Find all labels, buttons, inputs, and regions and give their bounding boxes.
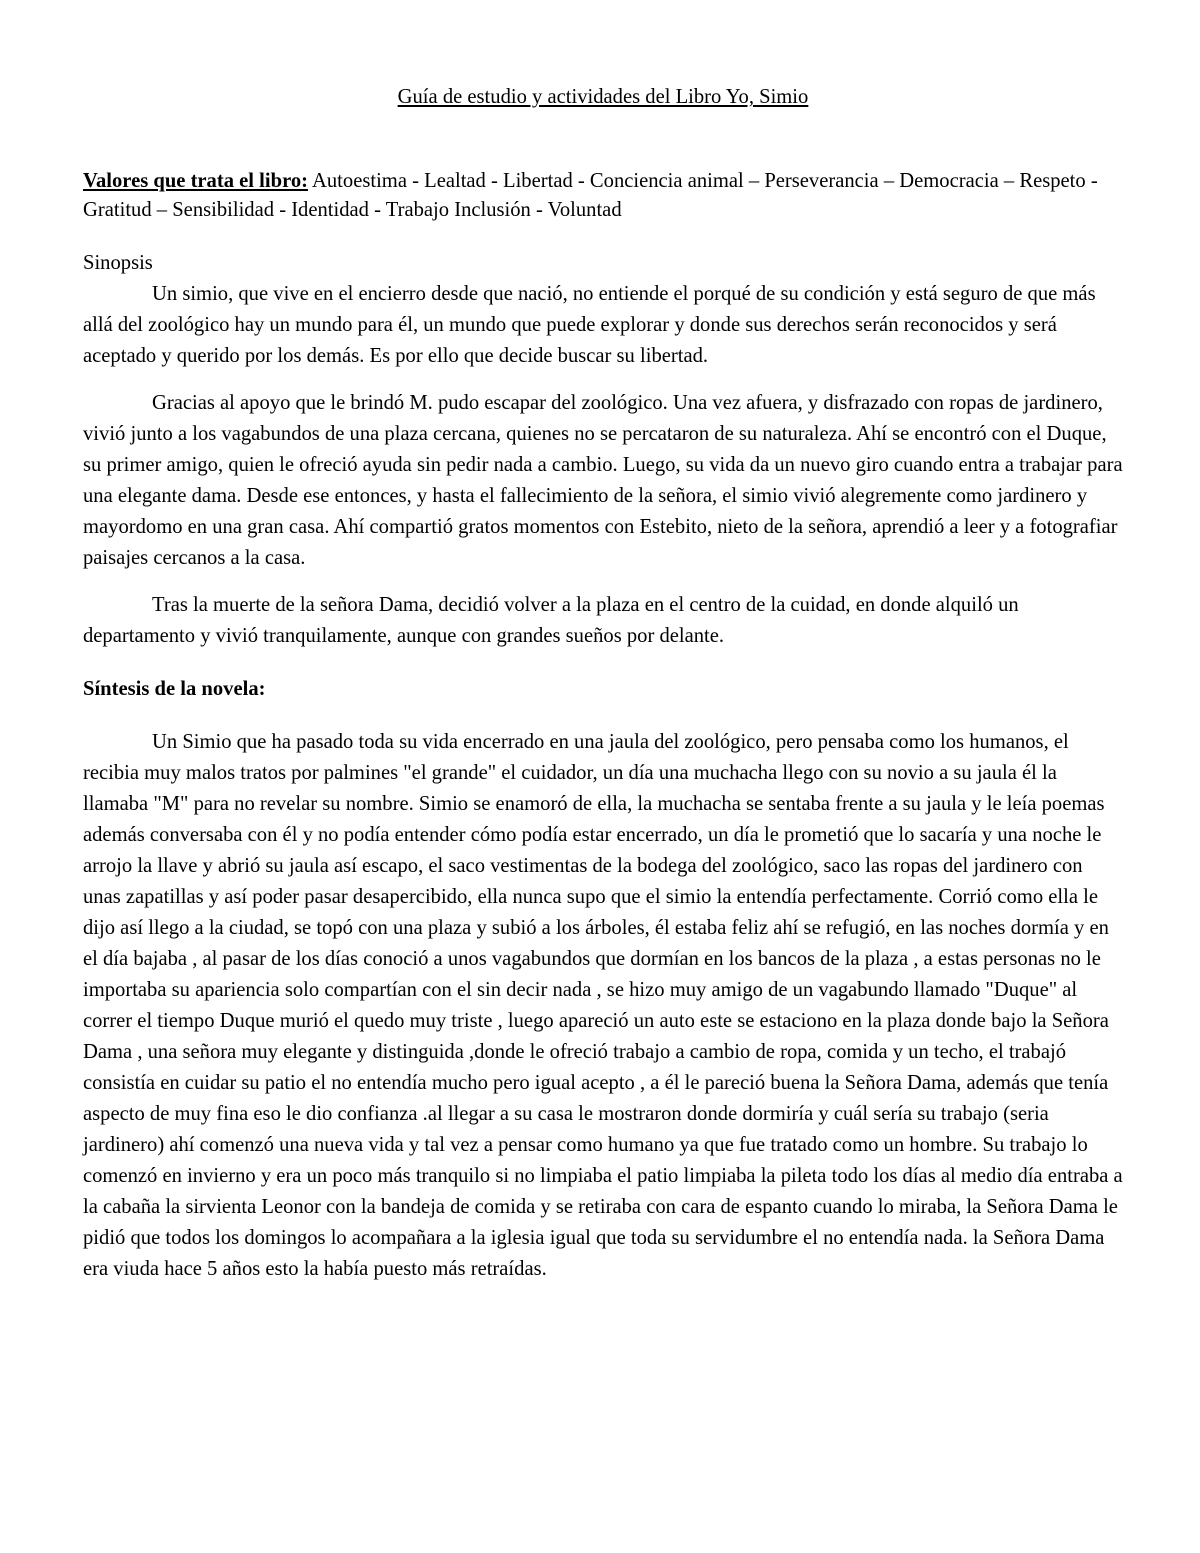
synopsis-heading: Sinopsis: [83, 252, 153, 274]
synopsis-paragraph-3: Tras la muerte de la señora Dama, decidió volver a la plaza en el centro de la cuidad, en donde alquiló un departamento y vivió tranquilamente, aunque con grandes sueños por delante.: [83, 594, 1019, 647]
synthesis-paragraph: Un Simio que ha pasado toda su vida encerrado en una jaula del zoológico, pero pensaba como los humanos, el recibia muy malos tratos por palmines "el grande" el cuidador, un día una muchacha llego con su novio a su jaula él la llamaba "M" para no revelar su nombre. Simio se enamoró de ella, la muchacha se sentaba frente a su jaula y le leía poemas además conversaba con él y no podía entender cómo podía estar encerrado, un día le prometió que lo sacaría y una noche le arrojo la llave y abrió su jaula así escapo, el saco vestimentas de la bodega del zoológico, saco las ropas del jardinero con unas zapatillas y así poder pasar desapercibido, ella nunca supo que el simio la entendía perfectamente. Corrió como ella le dijo así llego a la ciudad, se topó con una plaza y subió a los árboles, él estaba feliz ahí se refugió, en las noches dormía y en el día bajaba , al pasar de los días conoció a unos vagabundos que dormían en los bancos de la plaza , a estas personas no le importaba su apariencia solo compartían con el sin decir nada , se hizo muy amigo de un vagabundo llamado "Duque" al correr el tiempo Duque murió el quedo muy triste , luego apareció un auto este se estaciono en la plaza donde bajo la Señora Dama , una señora muy elegante y distinguida ,donde le ofreció trabajo a cambio de ropa, comida y un techo, el trabajó consistía en cuidar su patio el no entendía mucho pero igual acepto , a él le pareció buena la Señora Dama, además que tenía aspecto de muy fina eso le dio confianza .al llegar a su casa le mostraron donde dormiría y cuál sería su trabajo (seria jardinero) ahí comenzó una nueva vida y tal vez a pensar como humano ya que fue tratado como un hombre. Su trabajo lo comenzó en invierno y era un poco más tranquilo si no limpiaba el patio limpiaba la pileta todo los días al medio día entraba a la cabaña la sirvienta Leonor con la bandeja de comida y se retiraba con cara de espanto cuando lo miraba, la Señora Dama le pidió que todos los domingos lo acompañara a la iglesia igual que toda su servidumbre el no entendía nada. la Señora Dama era viuda hace 5 años esto la había puesto más retraídas.: [83, 731, 1123, 1280]
values-list: Autoestima - Lealtad - Libertad - Conciencia animal – Perseverancia – Democracia – Respeto - Gratitud – Sensibilidad - Identidad - Trabajo Inclusión - Voluntad: [83, 170, 1098, 221]
values-line: [83, 167, 1123, 225]
synthesis-heading: Síntesis de la novela:: [83, 678, 266, 700]
document-title: Guía de estudio y actividades del Libro Yo, Simio: [397, 86, 809, 108]
synopsis-paragraph-1: Un simio, que vive en el encierro desde que nació, no entiende el porqué de su condición y está seguro de que más allá del zoológico hay un mundo para él, un mundo que puede explorar y donde sus derechos serán reconocidos y será aceptado y querido por los demás. Es por ello que decide buscar su libertad.: [83, 283, 1096, 367]
values-label: Valores que trata el libro:: [83, 170, 308, 192]
document-page: [83, 82, 1123, 1285]
synopsis-paragraph-2: Gracias al apoyo que le brindó M. pudo escapar del zoológico. Una vez afuera, y disfrazado con ropas de jardinero, vivió junto a los vagabundos de una plaza cercana, quienes no se percataron de su naturaleza. Ahí se encontró con el Duque, su primer amigo, quien le ofreció ayuda sin pedir nada a cambio. Luego, su vida da un nuevo giro cuando entra a trabajar para una elegante dama. Desde ese entonces, y hasta el fallecimiento de la señora, el simio vivió alegremente como jardinero y mayordomo en una gran casa. Ahí compartió gratos momentos con Estebito, nieto de la señora, aprendió a leer y a fotografiar paisajes cercanos a la casa.: [83, 392, 1123, 569]
